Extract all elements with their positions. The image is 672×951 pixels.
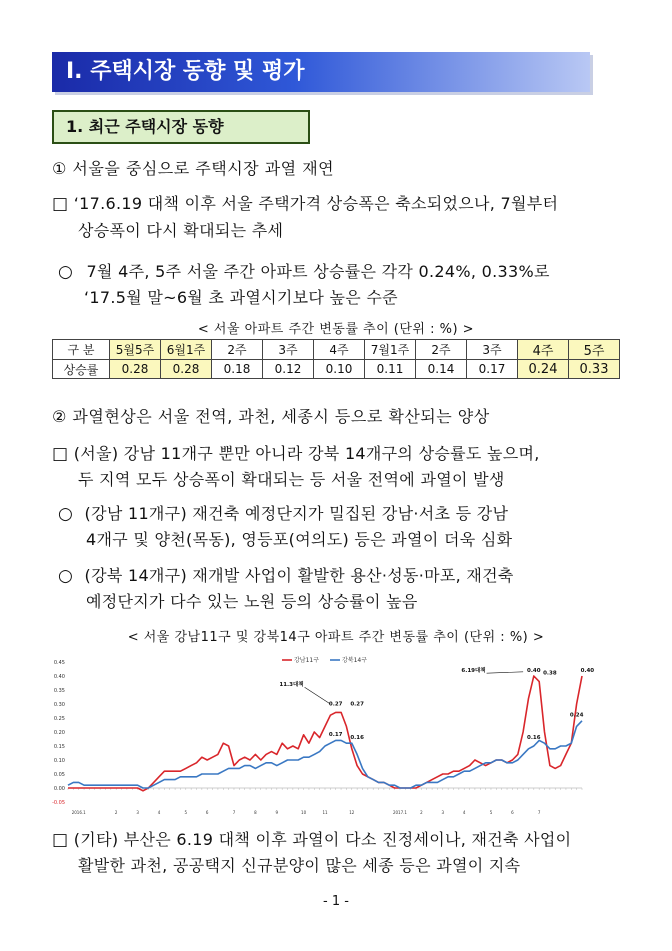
table-cell: 0.17	[467, 360, 518, 379]
para-5-line-1: (강북 14개구) 재개발 사업이 활발한 용산·성동·마포, 재건축	[84, 566, 514, 585]
chart-annotation: 11.3대책	[279, 681, 304, 688]
x-year-label: 2016.1	[71, 810, 86, 815]
chart-annotation: 0.17	[328, 732, 343, 739]
y-tick-label: 0.20	[53, 730, 65, 736]
chart-caption: < 서울 강남11구 및 강북14구 아파트 주간 변동률 추이 (단위 : %) >	[127, 630, 545, 645]
table-cell: 0.10	[314, 360, 365, 379]
x-month-label: 4	[157, 810, 161, 815]
table-cell: 구 분	[53, 340, 110, 360]
table-caption: < 서울 아파트 주간 변동률 추이 (단위 : %) >	[197, 322, 475, 337]
y-tick-label: 0.40	[53, 674, 65, 680]
x-month-label: 6	[511, 810, 514, 815]
para-4-line-2: 4개구 및 양천(목동), 영등포(여의도) 등은 과열이 더욱 심화	[86, 530, 513, 549]
x-month-label: 3	[136, 810, 139, 815]
para-2-line-1: 7월 4주, 5주 서울 주간 아파트 상승률은 각각 0.24%, 0.33%로	[86, 262, 550, 281]
section-title: 1. 최근 주택시장 동향	[52, 110, 310, 144]
chart-annotation: 0.27	[350, 701, 364, 708]
chart-annotation: 0.16	[527, 735, 541, 741]
rate-table	[52, 339, 620, 379]
para-1-line-1: ‘17.6.19 대책 이후 서울 주택가격 상승폭은 축소되었으나, 7월부터	[73, 194, 559, 213]
x-month-label: 3	[441, 810, 445, 815]
series-line-gangbuk	[68, 721, 582, 788]
table-cell: 4주	[518, 340, 569, 360]
para-5	[58, 562, 514, 590]
table-cell: 0.28	[110, 360, 161, 379]
arrow-11-3-icon	[305, 687, 331, 704]
table-cell: 2주	[416, 340, 467, 360]
table-row	[53, 360, 620, 379]
table-cell: 0.12	[263, 360, 314, 379]
square-bullet-icon: □	[52, 194, 69, 214]
heading-2: ② 과열현상은 서울 전역, 과천, 세종시 등으로 확산되는 양상	[52, 407, 490, 426]
table-cell: 상승률	[53, 360, 110, 379]
series-line-gangnam	[68, 676, 582, 791]
circle-bullet-icon: ○	[58, 566, 74, 586]
x-month-label: 8	[254, 810, 257, 815]
x-month-label: 6	[205, 810, 209, 815]
x-month-label: 5	[489, 810, 493, 815]
chart-annotation: 0.40	[527, 667, 541, 674]
y-tick-label: 0.25	[53, 716, 65, 722]
para-6	[52, 826, 571, 854]
x-year-label: 2017.1	[392, 810, 407, 815]
chart-annotation: 0.27	[328, 701, 343, 708]
x-month-label: 2	[114, 810, 118, 815]
para-5-line-2: 예정단지가 다수 있는 노원 등의 상승률이 높음	[86, 592, 418, 611]
x-month-label: 12	[349, 810, 355, 815]
circle-bullet-icon: ○	[58, 504, 74, 524]
chart-annotation: 0.38	[543, 670, 557, 677]
para-6-line-2: 활발한 과천, 공공택지 신규분양이 많은 세종 등은 과열이 지속	[78, 856, 521, 875]
table-cell: 0.14	[416, 360, 467, 379]
square-bullet-icon: □	[52, 444, 69, 464]
main-title: Ⅰ. 주택시장 동향 및 평가	[52, 52, 590, 92]
table-cell: 2주	[212, 340, 263, 360]
legend-label: 강남11구	[294, 657, 320, 664]
x-month-label: 5	[184, 810, 188, 815]
table-cell: 5주	[569, 340, 620, 360]
table-cell: 7월1주	[365, 340, 416, 360]
table-cell: 0.33	[569, 360, 620, 379]
x-month-label: 10	[301, 810, 307, 815]
square-bullet-icon: □	[52, 830, 69, 850]
chart-annotation: 6.19대책	[461, 667, 486, 674]
para-3	[52, 440, 540, 468]
y-tick-label: 0.00	[53, 786, 65, 792]
x-month-label: 2	[420, 810, 423, 815]
y-tick-label: 0.35	[53, 688, 65, 694]
x-month-label: 4	[462, 810, 466, 815]
y-tick-label: 0.05	[53, 772, 65, 778]
arrow-6-19-icon	[487, 672, 523, 673]
legend-label: 강북14구	[342, 657, 368, 664]
table-cell: 3주	[467, 340, 518, 360]
circle-bullet-icon: ○	[58, 262, 74, 282]
line-chart-svg	[52, 656, 595, 820]
y-tick-label: -0.05	[52, 800, 65, 806]
chart-annotation: 0.40	[580, 667, 595, 674]
table-cell: 4주	[314, 340, 365, 360]
table-header-row	[53, 340, 620, 360]
table-cell: 3주	[263, 340, 314, 360]
heading-1: ① 서울을 중심으로 주택시장 과열 재연	[52, 159, 335, 178]
y-tick-label: 0.10	[53, 758, 65, 764]
table-cell: 0.24	[518, 360, 569, 379]
chart-annotation: 0.16	[350, 735, 364, 741]
para-3-line-2: 두 지역 모두 상승폭이 확대되는 등 서울 전역에 과열이 발생	[78, 470, 505, 489]
x-month-label: 11	[322, 810, 328, 815]
y-tick-label: 0.30	[53, 702, 65, 708]
y-tick-label: 0.45	[53, 660, 65, 666]
para-1	[52, 190, 558, 218]
table-cell: 0.18	[212, 360, 263, 379]
para-3-line-1: (서울) 강남 11개구 뿐만 아니라 강북 14개구의 상승률도 높으며,	[73, 444, 540, 463]
para-6-line-1: (기타) 부산은 6.19 대책 이후 과열이 다소 진정세이나, 재건축 사업이	[73, 830, 572, 849]
para-1-line-2: 상승폭이 다시 확대되는 추세	[78, 221, 284, 240]
x-month-label: 7	[537, 810, 541, 815]
para-4	[58, 500, 508, 528]
table-cell: 0.11	[365, 360, 416, 379]
chart-annotation: 0.24	[569, 712, 584, 719]
table-cell: 0.28	[161, 360, 212, 379]
para-2-line-2: ‘17.5월 말~6월 초 과열시기보다 높은 수준	[84, 288, 398, 307]
table-cell: 5월5주	[110, 340, 161, 360]
y-tick-label: 0.15	[53, 744, 65, 750]
para-2	[58, 258, 550, 286]
x-month-label: 9	[275, 810, 279, 815]
para-4-line-1: (강남 11개구) 재건축 예정단지가 밀집된 강남·서초 등 강남	[84, 504, 509, 523]
page-number: - 1 -	[323, 894, 349, 909]
x-month-label: 7	[232, 810, 236, 815]
table-cell: 6월1주	[161, 340, 212, 360]
line-chart	[52, 656, 595, 820]
